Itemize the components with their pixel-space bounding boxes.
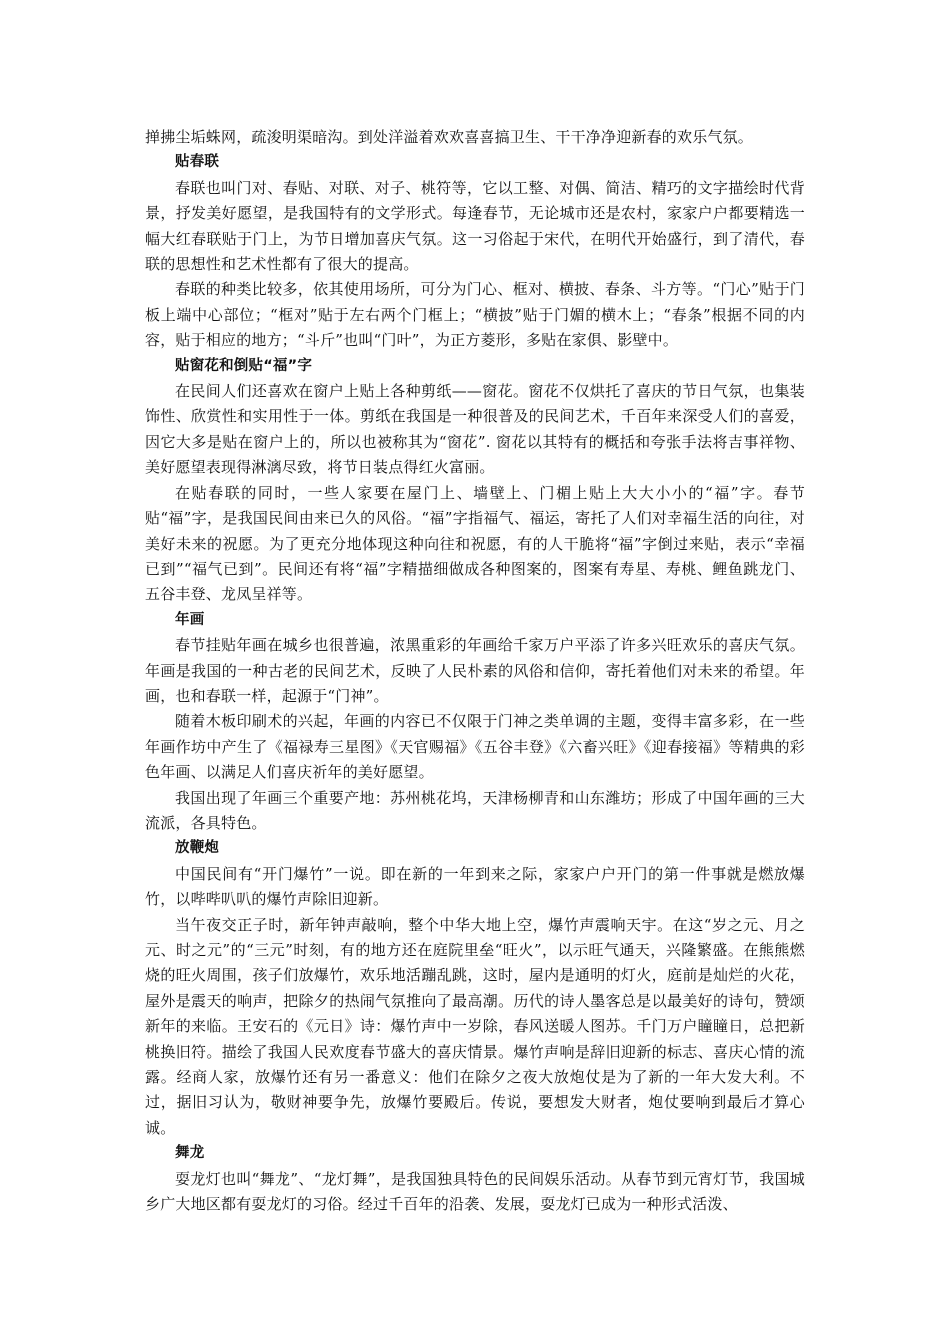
- paragraph: 春联的种类比较多，依其使用场所，可分为门心、框对、横披、春条、斗方等。“门心”贴于门板上端中心部位；“框对”贴于左右两个门框上；“横披”贴于门媚的横木上；“春条”根据不同的内容，贴于相应的地方；“斗斤”也叫“门叶”，为正方菱形，多贴在家俱、影壁中。: [145, 280, 805, 350]
- paragraph-continuation: 掸拂尘垢蛛网，疏浚明渠暗沟。到处洋溢着欢欢喜喜搞卫生、干干净净迎新春的欢乐气氛。: [145, 128, 754, 146]
- section-heading-new-year-paintings: 年画: [175, 611, 205, 628]
- paragraph: 当午夜交正子时，新年钟声敲响，整个中华大地上空，爆竹声震响天宇。在这“岁之元、月之元、时之元”的“三元”时刻，有的地方还在庭院里垒“旺火”，以示旺气通天，兴隆繁盛。在熊熊燃烧的旺火周围，孩子们放爆竹，欢乐地活蹦乱跳，这时，屋内是通明的灯火，庭前是灿烂的火花，屋外是震天的响声，把除夕的热闹气氛推向了最高潮。历代的诗人墨客总是以最美好的诗句，赞颂新年的来临。王安石的《元日》诗：爆竹声中一岁除，春风送暖人图苏。千门万户瞳瞳日，总把新桃换旧符。描绘了我国人民欢度春节盛大的喜庆情景。爆竹声响是辞旧迎新的标志、喜庆心情的流露。经商人家，放爆竹还有另一番意义：他们在除夕之夜大放炮仗是为了新的一年大发大利。不过，据旧习认为，敬财神要争先，放爆竹要殿后。传说，要想发大财者，炮仗要响到最后才算心诚。: [145, 915, 805, 1137]
- paragraph: 我国出现了年画三个重要产地：苏州桃花坞，天津杨柳青和山东潍坊；形成了中国年画的三大流派，各具特色。: [145, 788, 805, 832]
- section-heading-couplets: 贴春联: [175, 154, 220, 171]
- section-heading-firecrackers: 放鞭炮: [175, 840, 220, 857]
- paragraph: 春节挂贴年画在城乡也很普遍，浓黑重彩的年画给千家万户平添了许多兴旺欢乐的喜庆气氛。年画是我国的一种古老的民间艺术，反映了人民朴素的风俗和信仰，寄托着他们对未来的希望。年画，也和春联一样，起源于“门神”。: [145, 636, 805, 705]
- section-heading-window-paper: 贴窗花和倒贴“福”字: [175, 357, 313, 374]
- paragraph: 耍龙灯也叫“舞龙”、“龙灯舞”，是我国独具特色的民间娱乐活动。从春节到元宵灯节，我国城乡广大地区都有耍龙灯的习俗。经过千百年的沿袭、发展，耍龙灯已成为一种形式活泼、: [145, 1169, 805, 1214]
- document-body: [145, 125, 805, 1217]
- paragraph: 在民间人们还喜欢在窗户上贴上各种剪纸——窗花。窗花不仅烘托了喜庆的节日气氛，也集装饰性、欣赏性和实用性于一体。剪纸在我国是一种很普及的民间艺术，千百年来深受人们的喜爱，因它大多是贴在窗户上的，所以也被称其为“窗花”. 窗花以其特有的概括和夸张手法将吉事祥物、美好愿望表现得淋漓尽致，将节日装点得红火富丽。: [145, 382, 805, 477]
- paragraph: 中国民间有“开门爆竹”一说。即在新的一年到来之际，家家户户开门的第一件事就是燃放爆竹，以哔哔叭叭的爆竹声除旧迎新。: [145, 864, 805, 909]
- section-heading-dragon-dance: 舞龙: [175, 1145, 205, 1162]
- paragraph: 春联也叫门对、春贴、对联、对子、桃符等，它以工整、对偶、简洁、精巧的文字描绘时代背景，抒发美好愿望，是我国特有的文学形式。每逢春节，无论城市还是农村，家家户户都要精选一幅大红春联贴于门上，为节日增加喜庆气氛。这一习俗起于宋代，在明代开始盛行，到了清代，春联的思想性和艺术性都有了很大的提高。: [145, 178, 805, 274]
- paragraph: 在贴春联的同时，一些人家要在屋门上、墙壁上、门楣上贴上大大小小的“福”字。春节贴“福”字，是我国民间由来已久的风俗。“福”字指福气、福运，寄托了人们对幸福生活的向往，对美好未来的祝愿。为了更充分地体现这种向往和祝愿，有的人干脆将“福”字倒过来贴，表示“幸福已到”“福气已到”。民间还有将“福”字精描细做成各种图案的，图案有寿星、寿桃、鲤鱼跳龙门、五谷丰登、龙凤呈祥等。: [145, 483, 805, 604]
- paragraph: 随着木板印刷术的兴起，年画的内容已不仅限于门神之类单调的主题，变得丰富多彩，在一些年画作坊中产生了《福禄寿三星图》《天官赐福》《五谷丰登》《六畜兴旺》《迎春接福》等精典的彩色年画、以满足人们喜庆祈年的美好愿望。: [145, 712, 805, 782]
